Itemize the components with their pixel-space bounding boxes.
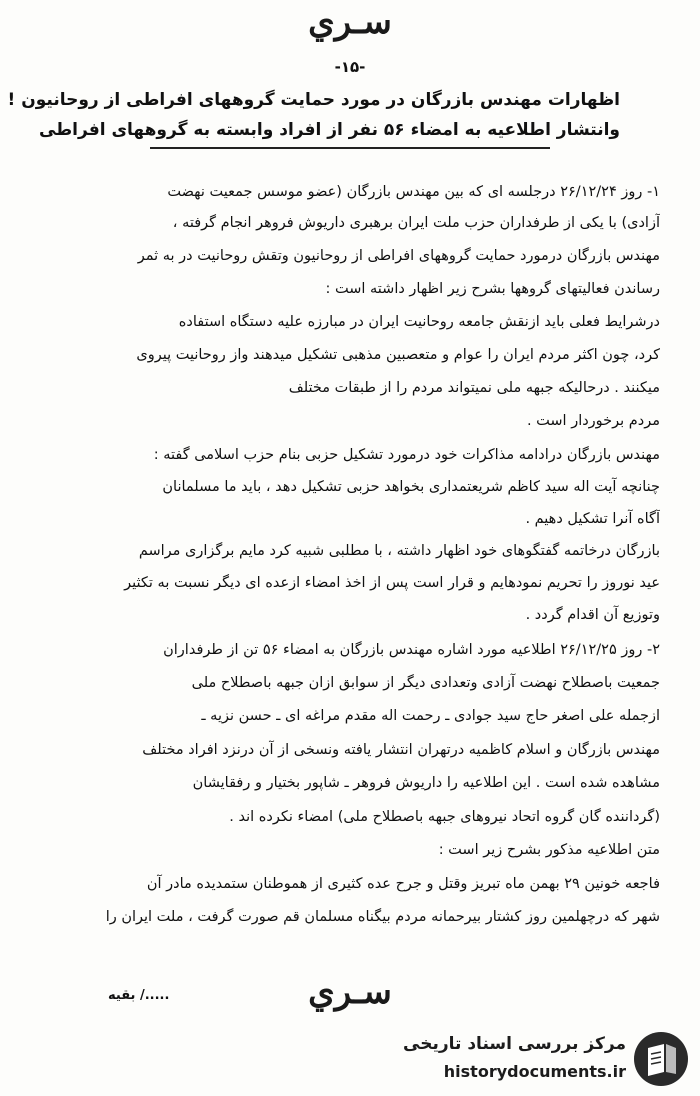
classification-top: سـري — [308, 2, 392, 42]
body-line: بازرگان درخاتمه گفتگوهای خود اظهار داشته ، با مطلبی شبیه کرد مایم برگزاری مراسم — [138, 543, 660, 559]
body-line: چنانچه آیت اله سید کاظم شریعتمداری بخواهد حزبی تشکیل دهد ، باید ما مسلمانان — [162, 479, 660, 495]
body-line: وتوزیع آن اقدام گردد . — [525, 607, 660, 623]
body-line: درشرایط فعلی باید ازنقش جامعه روحانیت ایران در مبارزه علیه دستگاه استفاده — [178, 314, 660, 330]
classification-bottom: سـري — [308, 972, 392, 1012]
body-line: (گرداننده گان گروه اتحاد نیروهای جبهه باصطلاح ملی) امضاء نکرده اند . — [229, 809, 660, 825]
document-title-line-2: وانتشار اطلاعیه به امضاء ۵۶ نفر از افراد وابسته به گروههای افراطی — [38, 120, 620, 140]
body-line: شهر که درچهلمین روز کشتار بیرحمانه مردم بیگناه مسلمان قم صورت گرفت ، ملت ایران را — [105, 909, 660, 925]
body-line: میکنند . درحالیکه جبهه ملی نمیتواند مردم را از طبقات مختلف — [288, 380, 660, 396]
document-title-line-1: اظهارات مهندس بازرگان در مورد حمایت گروههای افراطی از روحانیون ! — [7, 90, 620, 110]
body-line: عید نوروز را تحریم نمودهایم و قرار است پس از اخذ امضاء ازعده ای دیگر نسبت به تکثیر — [124, 575, 660, 591]
body-line: مهندس بازرگان درادامه مذاکرات خود درمورد تشکیل حزبی بنام حزب اسلامی گفته : — [153, 447, 660, 463]
continued-mark: ...../ بقیه — [108, 988, 170, 1003]
watermark-name: مرکز بررسی اسناد تاریخی — [403, 1034, 626, 1054]
title-underline — [150, 147, 550, 149]
body-line: آزادی) با یکی از طرفداران حزب ملت ایران برهبری داریوش فروهر انجام گرفته ، — [172, 215, 660, 231]
page-number: -۱۵- — [334, 58, 366, 76]
body-line: آگاه آنرا تشکیل دهیم . — [525, 511, 660, 527]
body-line: مشاهده شده است . این اطلاعیه را داریوش فروهر ـ شاپور بختیار و رفقایشان — [192, 775, 660, 791]
body-line: متن اطلاعیه مذکور بشرح زیر است : — [438, 842, 660, 858]
body-line: ۲- روز ۲۶/۱۲/۲۵ اطلاعیه مورد اشاره مهندس بازرگان به امضاء ۵۶ تن از طرفداران — [163, 642, 660, 658]
body-line: کرد، چون اکثر مردم ایران را عوام و متعصبین مذهبی تشکیل میدهند واز روحانیت پیروی — [136, 347, 660, 363]
body-line: مهندس بازرگان درمورد حمایت گروههای افراطی از روحانیون وتقش روحانیت در به ثمر — [137, 248, 660, 264]
body-line: مردم برخوردار است . — [526, 413, 660, 429]
body-line: رساندن فعالیتهای گروهها بشرح زیر اظهار داشته است : — [325, 281, 660, 297]
body-line: فاجعه خونین ۲۹ بهمن ماه تبریز وقتل و جرح عده کثیری از هموطنان ستمدیده مادر آن — [146, 876, 660, 892]
archive-logo-icon — [634, 1032, 688, 1086]
body-line: ۱- روز ۲۶/۱۲/۲۴ درجلسه ای که بین مهندس بازرگان (عضو موسس جمعیت نهضت — [167, 184, 660, 200]
watermark-site: historydocuments.ir — [443, 1062, 626, 1081]
watermark — [400, 1028, 690, 1092]
body-line: مهندس بازرگان و اسلام کاظمیه درتهران انتشار یافته ونسخی از آن درنزد افراد مختلف — [142, 742, 660, 758]
body-line: جمعیت باصطلاح نهضت آزادی وتعدادی دیگر از سوابق ازان جبهه باصطلاح ملی — [191, 675, 660, 691]
body-line: ازجمله علی اصغر حاج سید جوادی ـ رحمت اله مقدم مراغه ای ـ حسن نزیه ـ — [201, 708, 660, 724]
